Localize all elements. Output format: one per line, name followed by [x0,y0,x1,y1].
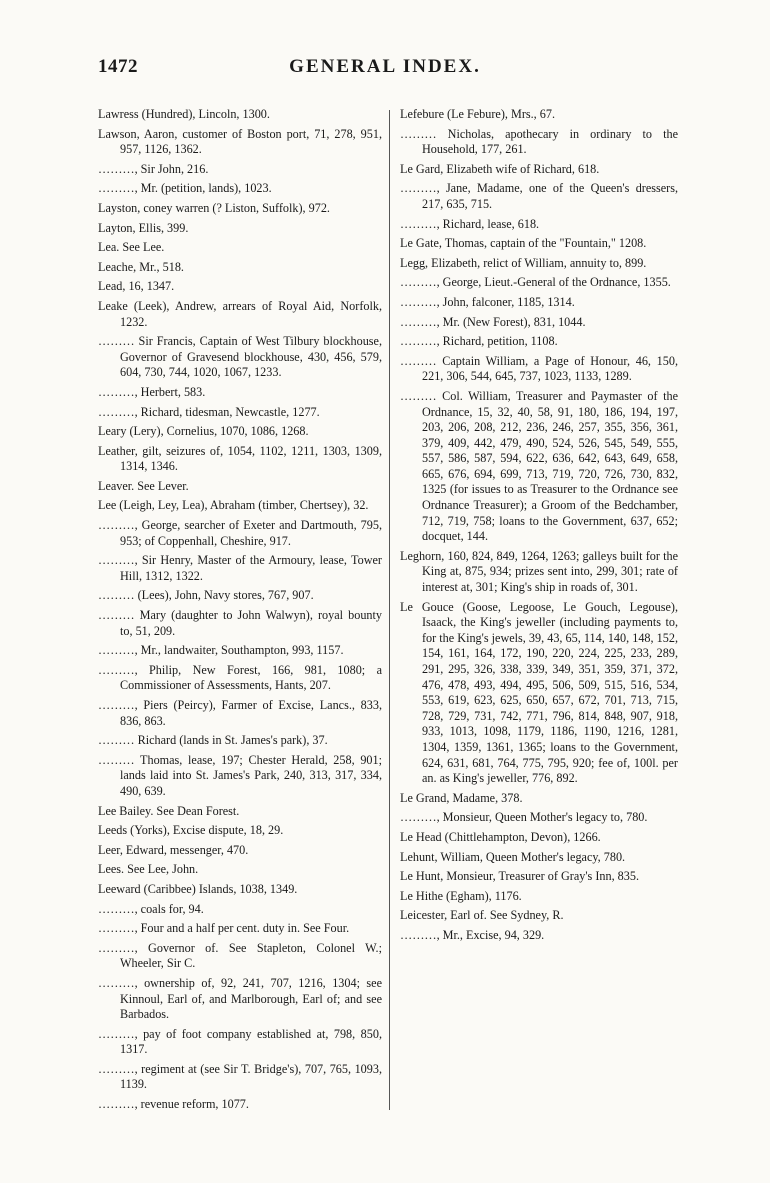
index-entry: ………, coals for, 94. [98,901,204,916]
index-entry: ………, Mr. (petition, lands), 1023. [98,181,272,196]
index-entry: Lee (Leigh, Ley, Lea), Abraham (timber, Chertsey), 32. [98,498,369,513]
index-entry: Le Head (Chittlehampton, Devon), 1266. [400,829,601,844]
index-entry: Leache, Mr., 518. [98,259,184,274]
index-entry: ………, John, falconer, 1185, 1314. [400,294,575,309]
index-entry: Le Gard, Elizabeth wife of Richard, 618. [400,161,600,176]
index-entry: Leicester, Earl of. See Sydney, R. [400,908,564,923]
index-entry: Leghorn, 160, 824, 849, 1264, 1263; galleys built for the King at, 875, 934; prizes sent into, 299, 301; rate of interest at, 301; King's ship in roads of, 301. [400,548,678,595]
index-entry: ………, Four and a half per cent. duty in. See Four. [98,921,350,936]
index-entry: Leather, gilt, seizures of, 1054, 1102, 1211, 1303, 1309, 1314, 1346. [98,443,382,474]
index-entry: ………, Herbert, 583. [98,384,206,399]
index-entry: Le Hithe (Egham), 1176. [400,888,522,903]
index-entry: ………, Monsieur, Queen Mother's legacy to, 780. [400,810,648,825]
index-entry: ………, Richard, petition, 1108. [400,334,558,349]
index-entry: ………, Richard, tidesman, Newcastle, 1277. [98,404,320,419]
index-entry: Lawress (Hundred), Lincoln, 1300. [98,107,270,121]
column-divider [389,110,390,1110]
index-entry: ………, George, Lieut.-General of the Ordnance, 1355. [400,275,671,290]
index-entry: ……… Sir Francis, Captain of West Tilbury blockhouse, Governor of Gravesend blockhouse, 430, 456, 579, 604, 730, 744, 1020, 1067, 1233. [98,334,382,380]
index-entry: Leeward (Caribbee) Islands, 1038, 1349. [98,881,298,896]
index-entry: ………, Sir John, 216. [98,161,209,176]
index-entry: ………, Sir Henry, Master of the Armoury, lease, Tower Hill, 1312, 1322. [98,553,382,583]
index-entry: ………, ownership of, 92, 241, 707, 1216, 1304; see Kinnoul, Earl of, and Marlborough, Earl of; and see Barbados. [98,975,382,1022]
running-head: GENERAL INDEX. [289,56,481,77]
index-entry: ………, pay of foot company established at, 798, 850, 1317. [98,1026,382,1057]
index-entry: ……… Thomas, lease, 197; Chester Herald, 258, 901; lands laid into St. James's Park, 240, 313, 317, 334, 490, 639. [98,752,382,798]
index-entry: Lea. See Lee. [98,240,165,255]
index-entry: Leeds (Yorks), Excise dispute, 18, 29. [98,823,284,838]
index-entry: Leake (Leek), Andrew, arrears of Royal Aid, Norfolk, 1232. [98,298,382,329]
index-entry: ………, Piers (Peircy), Farmer of Excise, Lancs., 833, 836, 863. [98,698,382,728]
index-entry: Le Gouce (Goose, Legoose, Le Gouch, Legouse), Isaack, the King's jeweller (including payments to, for the King's jewels, 39, 43, 65, 114, 140, 148, 152, 154, 161, 164, 172, 190, 220, 224, 225, 233, 289, 291, 295, 326, 338, 339, 349, 351, 359, 371, 372, 476, 478, 493, 494, 495, 506, 509, 515, 516, 534, 553, 619, 623, 625, 650, 657, 672, 701, 713, 715, 728, 729, 731, 742, 771, 796, 814, 848, 907, 918, 933, 1013, 1098, 1179, 1186, 1190, 1216, 1281, 1304, 1359, 1361, 1365; loans to the Government, 624, 631, 681, 764, 775, 795, 920; fee of, 100l. per an. as King's jeweller, 776, 892. [400,599,678,786]
index-entry: ………, Mr. (New Forest), 831, 1044. [400,314,586,329]
index-entry: Layston, coney warren (? Liston, Suffolk), 972. [98,200,330,215]
index-entry: Le Gate, Thomas, captain of the "Fountain," 1208. [400,236,647,251]
index-entry: ………, Richard, lease, 618. [400,216,540,231]
index-entry: ………, revenue reform, 1077. [98,1097,249,1112]
index-entry: Leary (Lery), Cornelius, 1070, 1086, 1268. [98,424,309,439]
index-entry: ……… (Lees), John, Navy stores, 767, 907. [98,588,314,603]
index-entry: ………, Jane, Madame, one of the Queen's dressers, 217, 635, 715. [400,181,678,211]
index-entry: Legg, Elizabeth, relict of William, annuity to, 899. [400,255,647,270]
index-entry: ………, Mr., landwaiter, Southampton, 993, 1157. [98,643,344,658]
index-entry: Le Hunt, Monsieur, Treasurer of Gray's Inn, 835. [400,869,639,884]
index-entry: Lee Bailey. See Dean Forest. [98,803,240,818]
index-entry: ……… Captain William, a Page of Honour, 46, 150, 221, 306, 544, 645, 737, 1023, 1133, 1289. [400,353,678,384]
right-column [400,107,678,948]
index-entry: Lees. See Lee, John. [98,862,199,877]
index-entry: Lefebure (Le Febure), Mrs., 67. [400,107,555,121]
left-column [98,107,382,1117]
page-number: 1472 [98,56,138,77]
index-entry: ………, Governor of. See Stapleton, Colonel W.; Wheeler, Sir C. [98,940,382,971]
index-entry: ……… Richard (lands in St. James's park), 37. [98,733,328,748]
index-entry: Lawson, Aaron, customer of Boston port, 71, 278, 951, 957, 1126, 1362. [98,126,382,157]
index-entry: ………, Philip, New Forest, 166, 981, 1080; a Commissioner of Assessments, Hants, 207. [98,662,382,693]
index-entry: ……… Nicholas, apothecary in ordinary to the Household, 177, 261. [400,126,678,157]
index-entry: ………, regiment at (see Sir T. Bridge's), 707, 765, 1093, 1139. [98,1061,382,1092]
index-entry: ………, George, searcher of Exeter and Dartmouth, 795, 953; of Coppenhall, Cheshire, 917. [98,518,382,548]
index-entry: ……… Col. William, Treasurer and Paymaster of the Ordnance, 15, 32, 40, 58, 91, 180, 186, 194, 197, 203, 206, 208, 212, 236, 246, 257, 355, 356, 361, 379, 409, 442, 479, 490, 524, 526, 545, 549, 555, 557, 586, 587, 594, 622, 636, 642, 643, 649, 658, 665, 676, 694, 699, 713, 719, 720, 726, 730, 832, 1325 (for issues to as Treasurer to the Ordnance see Ordnance Treasurer); a Groom of the Bedchamber, 712, 719, 758; loans to the Government, 637, 652; docquet, 144. [400,388,678,544]
index-entry: Lehunt, William, Queen Mother's legacy, 780. [400,849,626,864]
index-entry: Layton, Ellis, 399. [98,220,189,235]
index-entry: Lead, 16, 1347. [98,279,175,294]
index-entry: ……… Mary (daughter to John Walwyn), royal bounty to, 51, 209. [98,608,382,638]
index-entry: Leer, Edward, messenger, 470. [98,842,249,857]
index-entry: Le Grand, Madame, 378. [400,790,523,805]
index-entry: ………, Mr., Excise, 94, 329. [400,927,545,942]
index-entry: Leaver. See Lever. [98,478,189,493]
